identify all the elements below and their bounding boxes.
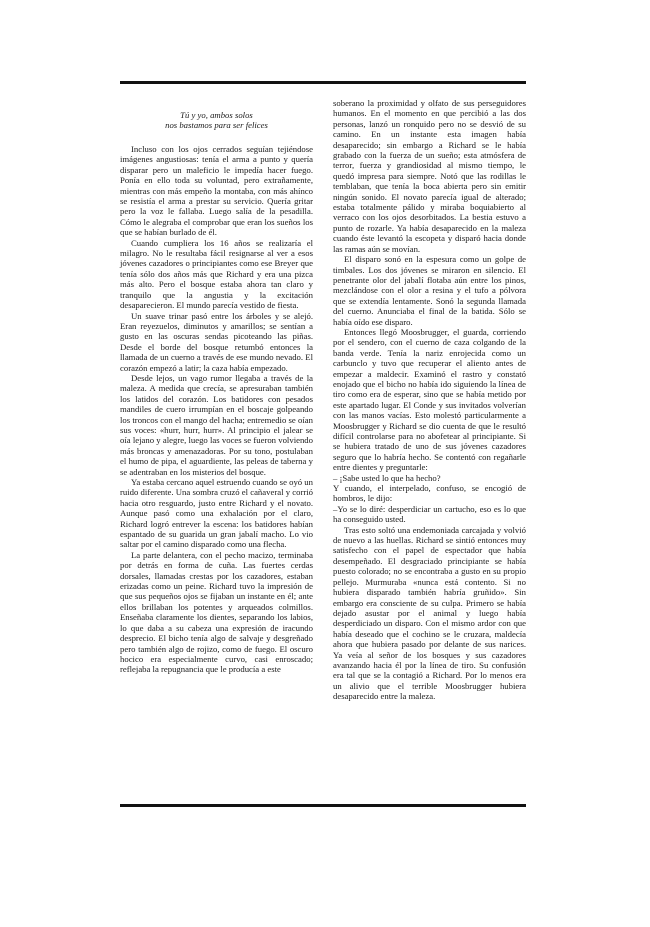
dialogue-line: –Yo se lo diré: desperdiciar un cartucho, eso es lo que ha conseguido usted. [333,503,526,525]
paragraph: Ya estaba cercano aquel estruendo cuando se oyó un ruido diferente. Una sombra cruzó el cañaveral y corrió hacia otro resguardo, justo entre Richard y el novato. Aunque pasó como una exhalación por el claro, Richard logró entrever la escena: los batidores habían espantado de su guarida un gran jabalí macho. Lo vio saltar por el camino disparado como una flecha. [120,477,313,550]
paragraph: Tras esto soltó una endemoniada carcajada y volvió de nuevo a las huellas. Richard se sintió entonces muy satisfecho con el papel de espectador que había desempeñado. El desgraciado principiante se había puesto colorado; no se encontraba a gusto en su propio pellejo. Murmuraba «nunca está contento. Si no hubiera disparado también habría gruñido». Sin embargo era consciente de su culpa. Primero se había dejado asustar por el animal y luego había desperdiciado un disparo. Con el mismo ardor con que había deseado que el cochino se le cruzara, maldecía ahora que hubiera pasado por delante de sus narices. Ya veía al señor de los bosques y sus cazadores avanzando hacia él por la línea de tiro. Su confusión era tal que se la contagió a Richard. Por lo menos era un alivio que el terrible Moosbrugger hubiera desaparecido entre la maleza. [333,524,526,702]
paragraph: Cuando cumpliera los 16 años se realizaría el milagro. No le resultaba fácil resignarse al ver a esos jóvenes cazadores o principiantes como ese Breyer que tenía sólo dos años más que Richard y era una pizca más alto. Pero el bosque estaba ahora tan claro y tranquilo que la angustia y la excitación desaparecieron. El mundo parecía vestido de fiesta. [120,237,313,311]
top-rule [120,81,526,84]
paragraph: soberano la proximidad y olfato de sus perseguidores humanos. En el momento en que percibió a las dos personas, lanzó un ronquido pero no se desvió de su camino. En un instante esta imagen había desaparecido; sin embargo a Richard se le había grabado con la fuerza de un sueño; esta atmósfera de terror, fuerza y grandiosidad al mismo tiempo, le quedó impresa para siempre. Notó que las rodillas le temblaban, que tenía la boca abierta pero sin emitir ningún sonido. El novato parecía igual de alterado; estaba totalmente pálido y miraba boquiabierto al verraco con los ojos desorbitados. La bestia estuvo a punto de rozarle. Ya había desaparecido en la maleza cuando éste levantó la escopeta y disparó hacia donde las ramas aún se movían. [333,98,526,254]
paragraph: Incluso con los ojos cerrados seguían tejiéndose imágenes angustiosas: tenía el arma a punto y quería disparar pero un maleficio le impedía hacer fuego. Ponía en ello toda su voluntad, pero extrañamente, mientras con más empeño la montaba, con más ahínco se resistía el arma a prestar su servicio. Quería gritar pero la voz le fallaba. Luego salía de la pesadilla. Cómo le alegraba el comprobar que eran los sueños los que se habían burlado de él. [120,144,313,238]
paragraph: Y cuando, el interpelado, confuso, se encogió de hombros, le dijo: [333,483,526,504]
section-title [120,110,313,130]
bottom-rule [120,804,526,807]
title-line-1: Tú y yo, ambos solos [180,110,253,120]
right-column [333,98,526,702]
title-line-2: nos bastamos para ser felices [165,120,268,130]
left-column [120,110,313,675]
paragraph: El disparo sonó en la espesura como un golpe de timbales. Los dos jóvenes se miraron en silencio. El penetrante olor del jabalí flotaba aún entre los pinos, mezclándose con el olor a resina y el tufo a pólvora que se extendía lentamente. Sonó la segunda llamada del cuerno. Anunciaba el final de la batida. Sólo se había oído ese disparo. [333,254,526,327]
paragraph: Desde lejos, un vago rumor llegaba a través de la maleza. A medida que crecía, se apresuraban también los latidos del corazón. Los batidores con pesados mandiles de cuero irrumpían en el boscaje golpeando los troncos con el mango del hacha; entremedio se oían sus voces: «hurr, hurr, hurr». Al principio el jalear se oía lejano y alegre, luego las voces se fueron volviendo más broncas y amenazadoras. Por su tono, postulaban el humo de pipa, el aguardiente, las peleas de taberna y se adentraban en los misterios del bosque. [120,372,313,477]
paragraph: Entonces llegó Moosbrugger, el guarda, corriendo por el sendero, con el cuerno de caza colgando de la banda verde. Tenía la nariz enrojecida como un carbunclo y tuvo que recuperar el aliento antes de empezar a maldecir. Examinó el rastro y constató enojado que el bicho no había ido siguiendo la línea de tiro como era de esperar, sino que se había metido por este apartado lugar. El Conde y sus invitados volverían con las manos vacías. Esto molestó particularmente a Moosbrugger y Richard se dio cuenta de que le resultó difícil controlarse para no abofetear al principiante. Si se hubiera tratado de uno de sus jóvenes cazadores seguro que lo habría hecho. Se contentó con regañarle entre dientes y preguntarle: [333,326,526,473]
dialogue-line: – ¡Sabe usted lo que ha hecho? [333,472,441,483]
paragraph: La parte delantera, con el pecho macizo, terminaba por detrás en forma de cuña. Las fuertes cerdas dorsales, llamadas crestas por los cazadores, estaban erizadas como un peine. Richard tuvo la impresión de que sus pequeños ojos se fijaban un instante en él; ante ellos brillaban los potentes y arqueados colmillos. Enseñaba claramente los dientes, separando los labios, lo que daba a su cabeza una expresión de iracundo desprecio. El bicho tenía algo de salvaje y desgreñado pero también algo de rojizo, como de fuego. El oscuro hocico era especialmente curvo, casi enroscado; reflejaba la repugnancia que le producía a este [120,549,313,675]
paragraph: Un suave trinar pasó entre los árboles y se alejó. Eran reyezuelos, diminutos y amarillos; se sentían a gusto en las oscuras sendas picoteando las piñas. Desde el borde del bosque retumbó entonces la llamada de un cuerno a través de ese mundo nevado. El corazón empezó a latir; la caza había empezado. [120,310,313,373]
